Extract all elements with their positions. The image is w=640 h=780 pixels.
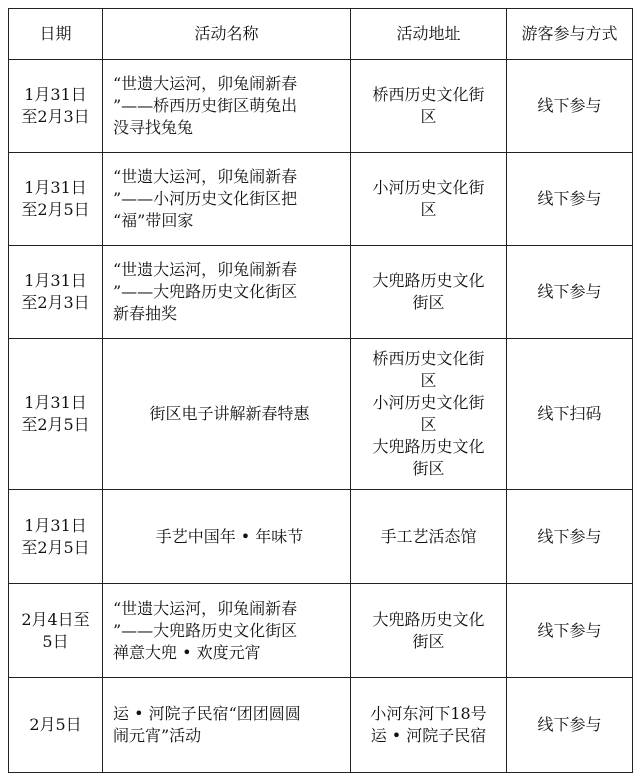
activity-name-cell-line: ”——小河历史文化街区把 bbox=[113, 189, 298, 208]
address-cell-line: 桥西历史文化街 bbox=[372, 349, 485, 368]
header-date: 日期 bbox=[9, 9, 103, 60]
activity-name-cell bbox=[103, 490, 351, 584]
address-cell bbox=[351, 490, 507, 584]
activity-name-cell bbox=[103, 246, 351, 339]
address-cell-line: 大兜路历史文化 bbox=[372, 271, 485, 290]
date-cell-line: 5日 bbox=[42, 631, 69, 651]
address-cell bbox=[351, 678, 507, 773]
date-cell-line: 至2月5日 bbox=[21, 537, 90, 557]
date-cell-line: 2月4日至 bbox=[21, 609, 90, 629]
table-row bbox=[9, 678, 633, 773]
address-cell-line: 区 bbox=[420, 371, 437, 390]
date-cell bbox=[9, 246, 103, 339]
address-cell bbox=[351, 339, 507, 490]
address-cell-line: 小河东河下18号 bbox=[370, 704, 487, 723]
participation-cell: 线下参与 bbox=[507, 60, 633, 153]
date-cell bbox=[9, 678, 103, 773]
address-cell-line: 大兜路历史文化 bbox=[372, 609, 485, 629]
table-row bbox=[9, 60, 633, 153]
date-cell-line: 1月31日 bbox=[24, 85, 87, 104]
address-cell-line: 街区 bbox=[412, 631, 445, 651]
participation-cell: 线下参与 bbox=[507, 678, 633, 773]
header-activity-name: 活动名称 bbox=[103, 9, 351, 60]
activity-name-cell-line: ”——桥西历史街区萌兔出 bbox=[113, 96, 298, 115]
activity-name-cell-line: “福”带回家 bbox=[113, 211, 194, 230]
participation-cell: 线下参与 bbox=[507, 153, 633, 246]
activity-name-cell-line: 禅意大兜 • 欢度元宵 bbox=[113, 642, 261, 662]
activity-name-cell-line: 没寻找兔兔 bbox=[113, 118, 194, 137]
address-cell bbox=[351, 60, 507, 153]
header-participation: 游客参与方式 bbox=[507, 9, 633, 60]
address-cell-line: 桥西历史文化街 bbox=[372, 85, 485, 104]
address-cell bbox=[351, 584, 507, 678]
activity-name-cell-line: ”——大兜路历史文化街区 bbox=[113, 620, 298, 640]
activity-name-cell bbox=[103, 60, 351, 153]
date-cell-line: 1月31日 bbox=[24, 393, 87, 412]
activity-name-cell-line: 新春抽奖 bbox=[113, 304, 178, 323]
address-cell bbox=[351, 153, 507, 246]
date-cell-line: 1月31日 bbox=[24, 271, 87, 290]
table-row bbox=[9, 246, 633, 339]
date-cell bbox=[9, 153, 103, 246]
table-row bbox=[9, 584, 633, 678]
address-cell-line: 小河历史文化街 bbox=[372, 178, 485, 197]
participation-cell: 线下参与 bbox=[507, 490, 633, 584]
table-row bbox=[9, 490, 633, 584]
participation-cell: 线下扫码 bbox=[507, 339, 633, 490]
header-address: 活动地址 bbox=[351, 9, 507, 60]
date-cell-line: 2月5日 bbox=[29, 715, 82, 734]
date-cell-line: 至2月5日 bbox=[21, 415, 90, 434]
date-cell bbox=[9, 339, 103, 490]
activity-name-cell-line: 运 • 河院子民宿“团团圆圆 bbox=[113, 704, 301, 723]
date-cell bbox=[9, 584, 103, 678]
date-cell-line: 1月31日 bbox=[24, 515, 87, 535]
activity-name-cell-line: 街区电子讲解新春特惠 bbox=[149, 404, 310, 423]
activity-name-cell bbox=[103, 678, 351, 773]
activity-name-cell-line: “世遗大运河，卯兔闹新春 bbox=[113, 260, 298, 279]
address-cell-line: 运 • 河院子民宿 bbox=[370, 726, 487, 745]
date-cell bbox=[9, 490, 103, 584]
address-cell-line: 区 bbox=[420, 415, 437, 434]
activity-name-cell-line: “世遗大运河，卯兔闹新春 bbox=[113, 74, 298, 93]
date-cell-line: 1月31日 bbox=[24, 178, 87, 197]
date-cell-line: 至2月5日 bbox=[21, 200, 90, 219]
address-cell-line: 大兜路历史文化 bbox=[372, 437, 485, 456]
activity-name-cell bbox=[103, 153, 351, 246]
events-table bbox=[8, 8, 633, 773]
activity-name-cell-line: “世遗大运河，卯兔闹新春 bbox=[113, 167, 298, 186]
address-cell-line: 小河历史文化街 bbox=[372, 393, 485, 412]
address-cell-line: 手工艺活态馆 bbox=[380, 526, 477, 546]
table-row bbox=[9, 153, 633, 246]
activity-name-cell-line: 闹元宵”活动 bbox=[113, 726, 202, 745]
address-cell-line: 区 bbox=[420, 200, 437, 219]
address-cell-line: 街区 bbox=[412, 459, 445, 478]
address-cell-line: 区 bbox=[420, 107, 437, 126]
participation-cell: 线下参与 bbox=[507, 246, 633, 339]
activity-name-cell bbox=[103, 339, 351, 490]
date-cell-line: 至2月3日 bbox=[21, 293, 90, 312]
activity-name-cell bbox=[103, 584, 351, 678]
date-cell-line: 至2月3日 bbox=[21, 107, 90, 126]
activity-name-cell-line: ”——大兜路历史文化街区 bbox=[113, 282, 298, 301]
date-cell bbox=[9, 60, 103, 153]
table-row bbox=[9, 339, 633, 490]
activity-name-cell-line: “世遗大运河，卯兔闹新春 bbox=[113, 598, 298, 618]
participation-cell: 线下参与 bbox=[507, 584, 633, 678]
activity-name-cell-line: 手艺中国年 • 年味节 bbox=[155, 526, 304, 546]
address-cell bbox=[351, 246, 507, 339]
header-row bbox=[9, 9, 633, 60]
address-cell-line: 街区 bbox=[412, 293, 445, 312]
